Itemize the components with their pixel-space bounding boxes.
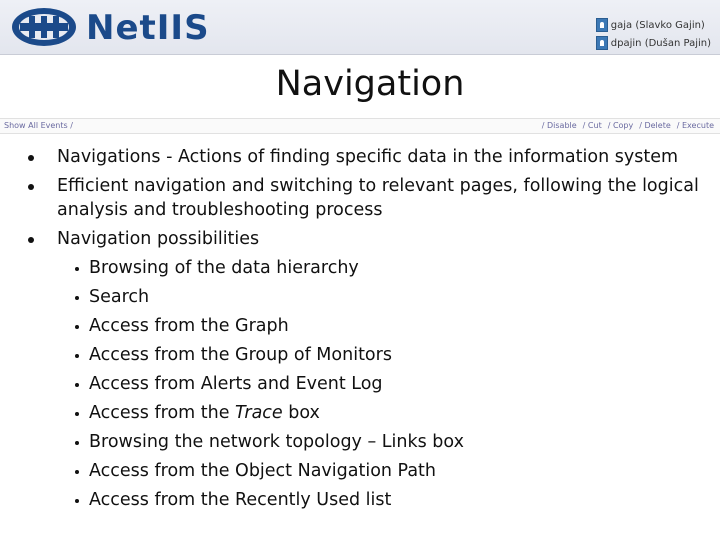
- sub-list-item-text: Search: [89, 287, 150, 307]
- sub-list-item: [60, 254, 718, 283]
- list-item-text: Navigations - Actions of finding specific data in the information system: [57, 147, 679, 167]
- sub-bullet-list: [28, 254, 718, 515]
- user-item[interactable]: [596, 34, 711, 52]
- user-label: gaja (Slavko Gajin): [610, 19, 705, 31]
- sub-list-item-text: Access from the Object Navigation Path: [89, 461, 436, 481]
- sub-list-item: [60, 457, 718, 486]
- bullet-icon: [75, 354, 79, 358]
- slide-content: [28, 143, 718, 515]
- bullet-icon: [75, 267, 79, 271]
- toolbar-actions: [542, 121, 714, 130]
- sub-list-item: [60, 341, 718, 370]
- bullet-list: [28, 143, 718, 515]
- sub-list-item-text: Access from Alerts and Event Log: [89, 374, 383, 394]
- list-item: [28, 172, 718, 225]
- bullet-icon: [75, 325, 79, 329]
- user-list: [596, 16, 711, 52]
- bullet-icon: [28, 184, 34, 190]
- user-item[interactable]: [596, 16, 711, 34]
- sub-list-item: [60, 486, 718, 515]
- sub-list-item-text: Access from the Trace box: [89, 403, 320, 423]
- execute-link[interactable]: / Execute: [676, 121, 714, 130]
- sub-list-item: [60, 428, 718, 457]
- sub-list-item: [60, 312, 718, 341]
- delete-link[interactable]: / Delete: [639, 121, 671, 130]
- copy-link[interactable]: / Copy: [607, 121, 634, 130]
- disable-link[interactable]: / Disable: [541, 121, 577, 130]
- bullet-icon: [28, 237, 34, 243]
- user-icon: [596, 36, 608, 50]
- sub-list-item: [60, 283, 718, 312]
- show-all-events-link[interactable]: Show All Events /: [4, 121, 73, 130]
- sub-list-item: [60, 370, 718, 399]
- cut-link[interactable]: / Cut: [582, 121, 602, 130]
- logo-emblem-icon: [10, 6, 80, 48]
- list-item: [28, 225, 718, 515]
- bullet-icon: [75, 499, 79, 503]
- top-header: [0, 0, 720, 55]
- netiis-logo[interactable]: [10, 6, 236, 48]
- sub-list-item-text: Access from the Graph: [89, 316, 289, 336]
- list-item: [28, 143, 718, 172]
- bullet-icon: [75, 441, 79, 445]
- sub-list-item-text: Browsing the network topology – Links box: [89, 432, 464, 452]
- sub-list-item: [60, 399, 718, 428]
- page-title: Navigation: [275, 64, 465, 104]
- bullet-icon: [75, 383, 79, 387]
- sub-list-item-text: Browsing of the data hierarchy: [89, 258, 359, 278]
- user-label: dpajin (Dušan Pajin): [610, 37, 711, 49]
- user-icon: [596, 18, 608, 32]
- sub-list-item-text: Access from the Recently Used list: [89, 490, 392, 510]
- bullet-icon: [75, 296, 79, 300]
- bullet-icon: [75, 470, 79, 474]
- bullet-icon: [28, 155, 34, 161]
- list-item-text: Navigation possibilities: [57, 229, 260, 249]
- list-item-text: Efficient navigation and switching to relevant pages, following the logical analysis and troubleshooting process: [57, 176, 699, 220]
- event-toolbar: [0, 118, 720, 134]
- sub-list-item-text: Access from the Group of Monitors: [89, 345, 392, 365]
- bullet-icon: [75, 412, 79, 416]
- logo-text: NetIIS: [86, 8, 210, 48]
